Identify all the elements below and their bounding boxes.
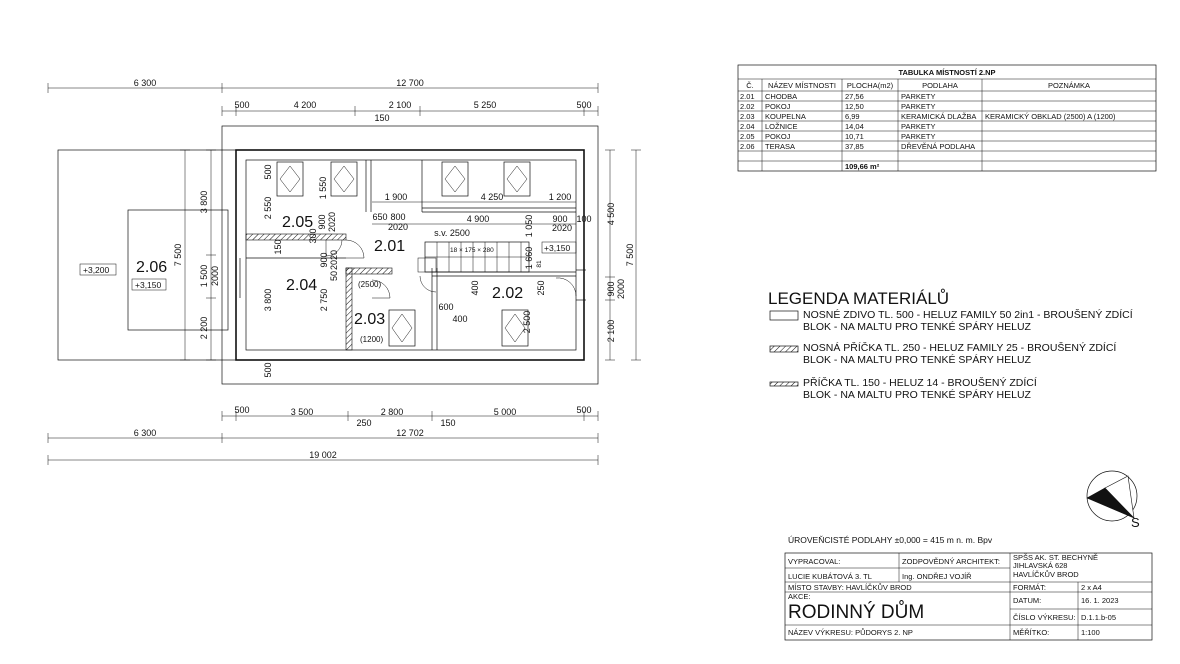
room-2-05-label: 2.05 [282,214,314,231]
title-block [785,553,1152,640]
svg-text:KERAMICKÝ OBKLAD (2500) A (120: KERAMICKÝ OBKLAD (2500) A (1200) [985,112,1116,121]
dim-bottom-seg-1: 500 [234,405,250,415]
dim-left-3: 1 500 [199,264,209,288]
dim-top-seg-5: 500 [576,100,592,110]
svg-text:AKCE:: AKCE: [788,592,811,601]
level-terrace-inner: +3,150 [135,280,162,290]
dim-left-2: 7 500 [173,243,183,267]
compass-label: S [1131,515,1140,530]
svg-text:800: 800 [390,212,406,222]
rooms-table [738,65,1156,171]
svg-text:14,04: 14,04 [845,122,864,131]
svg-text:SPŠS AK. ST. BECHYNĚ: SPŠS AK. ST. BECHYNĚ [1013,553,1099,562]
dim-bottom-offset-2: 150 [440,418,456,428]
level-note: ÚROVEŇCISTÉ PODLAHY ±0,000 = 415 m n. m. Bpv [788,535,993,545]
svg-text:81: 81 [536,260,543,268]
dimensions-right [605,150,641,360]
svg-text:ZODPOVĚDNÝ ARCHITEKT:: ZODPOVĚDNÝ ARCHITEKT: [902,557,1000,566]
dim-top-seg-3: 2 100 [388,100,412,110]
svg-text:150: 150 [273,239,283,255]
dim-top-seg-4: 5 250 [473,100,497,110]
dim-right-3: 900 [606,281,616,297]
dimensions-left [173,150,220,360]
svg-text:12,50: 12,50 [845,102,864,111]
svg-text:2 550: 2 550 [263,196,273,220]
room-2-04-label: 2.04 [286,277,318,294]
dim-bottom-seg-5: 500 [576,405,592,415]
svg-text:s.v. 2500: s.v. 2500 [434,228,470,238]
svg-text:6,99: 6,99 [845,112,860,121]
svg-text:VYPRACOVAL:: VYPRACOVAL: [788,557,841,566]
svg-text:1:100: 1:100 [1081,628,1100,637]
svg-text:JIHLAVSKÁ 628: JIHLAVSKÁ 628 [1013,561,1068,570]
stairs-spec: 18 × 175 × 280 [450,247,494,254]
svg-text:2020: 2020 [551,223,573,233]
svg-text:1 050: 1 050 [524,214,534,238]
dim-bottom-seg-3: 2 800 [380,407,404,417]
dimensions-bottom [48,405,598,465]
project-name: RODINNÝ DŮM [788,602,925,623]
room-2-01-label: 2.01 [374,238,406,255]
bath-tile-note-1: (2500) [358,280,382,289]
svg-text:NÁZEV VÝKRESU: PŮDORYS 2. NP: NÁZEV VÝKRESU: PŮDORYS 2. NP [788,628,913,637]
dim-top-gap: 150 [374,113,390,123]
svg-text:16. 1. 2023: 16. 1. 2023 [1081,596,1119,605]
dim-right-4: 2000 [616,278,626,300]
svg-text:PARKETY: PARKETY [901,132,936,141]
dim-bottom-seg-4: 5 000 [493,407,517,417]
svg-text:2.06: 2.06 [740,142,755,151]
svg-text:4 900: 4 900 [466,214,490,224]
svg-text:POZNÁMKA: POZNÁMKA [1047,81,1091,90]
svg-text:PLOCHA(m2): PLOCHA(m2) [846,81,894,90]
dimensions-inner-left [263,164,329,377]
svg-text:600: 600 [438,302,454,312]
dim-bottom-offset-1: 250 [356,418,372,428]
room-2-06-label: 2.06 [136,259,168,276]
svg-text:300: 300 [308,228,318,244]
legend-title: LEGENDA MATERIÁLŮ [768,289,950,308]
svg-text:PODLAHA: PODLAHA [922,81,958,90]
svg-text:50: 50 [329,270,339,282]
materials-legend [768,289,1133,401]
svg-text:650: 650 [372,212,388,222]
svg-text:100: 100 [576,214,592,224]
svg-text:27,56: 27,56 [845,92,864,101]
svg-text:FORMÁT:: FORMÁT: [1013,583,1046,592]
room-2-02-label: 2.02 [492,285,524,302]
svg-text:NOSNÉ ZDIVO TL. 500 - HELUZ FA: NOSNÉ ZDIVO TL. 500 - HELUZ FAMILY 50 2in1 - BROUŠENÝ ZDÍCÍ [803,309,1133,321]
svg-text:2020: 2020 [329,249,339,271]
dim-left-1: 3 800 [199,190,209,214]
dim-bottom-overall-left: 6 300 [133,428,157,438]
svg-text:2 500: 2 500 [522,310,532,334]
svg-text:500: 500 [263,164,273,180]
svg-text:MÍSTO STAVBY: HAVLÍČKŮV BROD: MÍSTO STAVBY: HAVLÍČKŮV BROD [788,583,912,592]
svg-text:DATUM:: DATUM: [1013,596,1042,605]
svg-text:Č.: Č. [746,81,754,90]
rooms-table-title: TABULKA MÍSTNOSTÍ 2.NP [898,68,996,77]
svg-text:DŘEVĚNÁ PODLAHA: DŘEVĚNÁ PODLAHA [901,142,976,151]
dimensions-top [48,78,598,123]
svg-text:D.1.1.b-05: D.1.1.b-05 [1081,613,1117,622]
svg-text:1 200: 1 200 [548,192,572,202]
svg-text:900: 900 [317,214,327,230]
svg-text:1 660: 1 660 [524,246,534,270]
dim-bottom-overall-right: 12 702 [396,428,424,438]
svg-text:1 550: 1 550 [318,176,328,200]
svg-text:4 250: 4 250 [480,192,504,202]
svg-text:500: 500 [263,362,273,378]
level-terrace: +3,200 [83,265,110,275]
svg-text:2.04: 2.04 [740,122,755,131]
svg-text:2020: 2020 [327,211,337,233]
svg-text:37,85: 37,85 [845,142,864,151]
svg-text:PARKETY: PARKETY [901,122,936,131]
svg-text:400: 400 [452,314,468,324]
svg-text:PARKETY: PARKETY [901,102,936,111]
svg-text:1 900: 1 900 [384,192,408,202]
room-2-03-label: 2.03 [354,311,386,328]
dim-right-5: 2 100 [606,319,616,343]
svg-text:HAVLÍČKŮV BROD: HAVLÍČKŮV BROD [1013,570,1079,579]
dim-top-overall-right: 12 700 [396,78,424,88]
svg-text:2020: 2020 [387,222,409,232]
dim-right-1: 4 500 [606,202,616,226]
svg-text:BLOK - NA MALTU PRO TENKÉ SPÁR: BLOK - NA MALTU PRO TENKÉ SPÁRY HELUZ [803,321,1031,333]
rooms-table-total: 109,66 m² [845,162,880,171]
bath-tile-note-2: (1200) [360,335,384,344]
svg-text:LUCIE KUBÁTOVÁ 3. TL: LUCIE KUBÁTOVÁ 3. TL [788,572,872,581]
svg-text:NÁZEV MÍSTNOSTI: NÁZEV MÍSTNOSTI [768,81,836,90]
svg-text:Ing. ONDŘEJ VOJÍŘ: Ing. ONDŘEJ VOJÍŘ [902,572,972,581]
svg-text:2.03: 2.03 [740,112,755,121]
svg-text:PARKETY: PARKETY [901,92,936,101]
dim-top-seg-2: 4 200 [293,100,317,110]
svg-text:2.01: 2.01 [740,92,755,101]
svg-text:POKOJ: POKOJ [765,102,791,111]
dim-right-2: 7 500 [625,243,635,267]
svg-text:KERAMICKÁ DLAŽBA: KERAMICKÁ DLAŽBA [901,112,977,121]
dim-bottom-total: 19 002 [309,450,337,460]
svg-text:PŘÍČKA TL. 150 - HELUZ 14 - BR: PŘÍČKA TL. 150 - HELUZ 14 - BROUŠENÝ ZDÍCÍ [803,377,1037,389]
svg-text:MĚŘÍTKO:: MĚŘÍTKO: [1013,628,1050,637]
svg-text:2 x A4: 2 x A4 [1081,583,1102,592]
svg-text:NOSNÁ PŘÍČKA TL. 250 - HELUZ F: NOSNÁ PŘÍČKA TL. 250 - HELUZ FAMILY 25 - BROUŠENÝ ZDÍCÍ [803,342,1117,354]
svg-text:900: 900 [319,252,329,268]
svg-text:BLOK - NA MALTU PRO TENKÉ SPÁR: BLOK - NA MALTU PRO TENKÉ SPÁRY HELUZ [803,354,1031,366]
svg-text:10,71: 10,71 [845,132,864,141]
svg-text:ČÍSLO VÝKRESU:: ČÍSLO VÝKRESU: [1013,613,1076,622]
dim-left-4: 2000 [210,265,220,287]
staircase [418,242,576,272]
svg-text:LOŽNICE: LOŽNICE [765,122,798,131]
level-corridor: +3,150 [544,243,571,253]
dim-bottom-seg-2: 3 500 [290,407,314,417]
svg-text:900: 900 [552,214,568,224]
svg-text:2.02: 2.02 [740,102,755,111]
svg-text:CHODBA: CHODBA [765,92,798,101]
svg-text:TERASA: TERASA [765,142,796,151]
svg-text:250: 250 [536,280,546,296]
svg-text:POKOJ: POKOJ [765,132,791,141]
svg-text:2 750: 2 750 [319,288,329,312]
north-arrow [1087,471,1140,530]
dim-top-seg-1: 500 [234,100,250,110]
dim-top-overall-left: 6 300 [133,78,157,88]
svg-text:3 800: 3 800 [263,288,273,312]
svg-text:BLOK - NA MALTU PRO TENKÉ SPÁR: BLOK - NA MALTU PRO TENKÉ SPÁRY HELUZ [803,389,1031,401]
svg-text:KOUPELNA: KOUPELNA [765,112,806,121]
svg-text:2.05: 2.05 [740,132,755,141]
dim-left-5: 2 200 [199,316,209,340]
svg-text:400: 400 [470,280,480,296]
